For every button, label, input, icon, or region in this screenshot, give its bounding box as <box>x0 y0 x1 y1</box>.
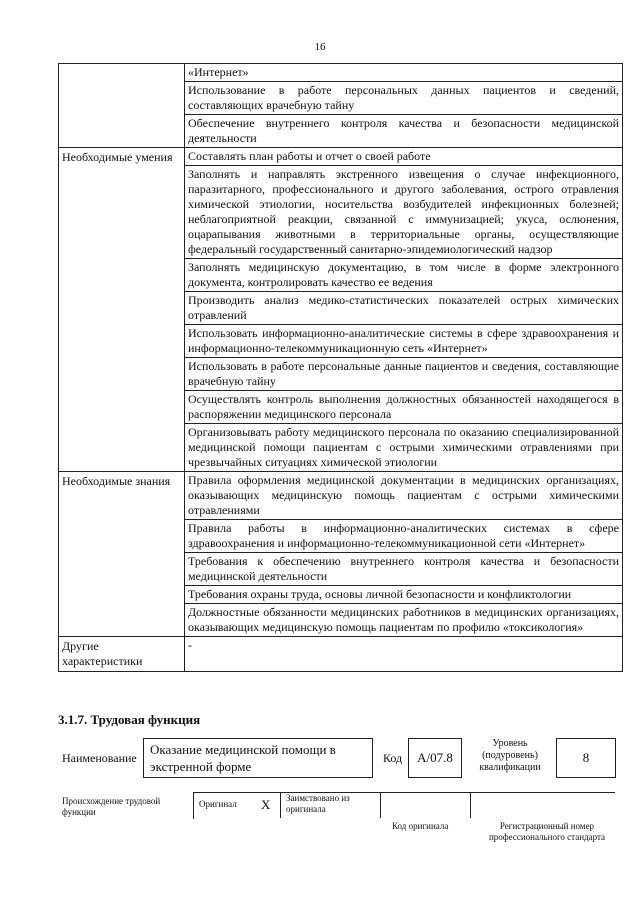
list-item: Требования охраны труда, основы личной безопасности и конфликтологии <box>185 586 622 604</box>
row-content <box>185 148 623 472</box>
name-value: Оказание медицинской помощи в экстренной форме <box>150 742 336 774</box>
list-item: Правила работы в информационно-аналитических системах в сфере здравоохранения и информационно-телекоммуникационной сети «Интернет» <box>185 520 622 553</box>
list-item: Использование в работе персональных данных пациентов и сведений, составляющих врачебную тайну <box>185 82 622 115</box>
row-label: Другие характеристики <box>59 637 185 672</box>
origin-divider-3 <box>470 792 471 818</box>
list-item: Заполнять медицинскую документацию, в том числе в форме электронного документа, контролировать качество ее ведения <box>185 259 622 292</box>
list-item: Требования к обеспечению внутреннего контроля качества и безопасности медицинской деятельности <box>185 553 622 586</box>
list-item: Использовать в работе персональные данные пациентов и сведения, составляющие врачебную тайну <box>185 358 622 391</box>
name-value-box <box>143 738 373 778</box>
origin-row <box>193 792 615 819</box>
row-label: Необходимые знания <box>59 472 185 637</box>
competency-table-body <box>59 64 623 672</box>
table-row <box>59 472 623 637</box>
row-content <box>185 472 623 637</box>
list-item: Правила оформления медицинской документации в медицинских организациях, оказывающих медицинскую помощь пациентам с острыми химическими отравлениями <box>185 472 622 520</box>
row-label: Необходимые умения <box>59 148 185 472</box>
section-title: 3.1.7. Трудовая функция <box>58 712 201 727</box>
code-value-box <box>408 738 462 778</box>
list-item: - <box>188 638 192 652</box>
list-item: Заполнять и направлять экстренного извещения о случае инфекционного, паразитарного, профессионального и другого заболевания, острого отравления химической этиологии, носительства возбудителей инфекционных болезней; неблагоприятной реакции, связанной с иммунизацией; укуса, ослюнения, оцарапывания животными в территориальные органы, осуществляющие федеральный государственный санитарно-эпидемиологический надзор <box>185 166 622 259</box>
origin-label: Происхождение трудовой функции <box>62 796 161 817</box>
row-content <box>185 64 623 148</box>
list-item: Обеспечение внутреннего контроля качества и безопасности медицинской деятельности <box>188 116 619 145</box>
original-mark: X <box>261 797 271 812</box>
list-item: Производить анализ медико-статистических показателей острых химических отравлений <box>185 292 622 325</box>
page-number: 16 <box>314 41 326 53</box>
row-content <box>185 637 623 672</box>
list-item: «Интернет» <box>185 64 622 82</box>
list-item: Должностные обязанности медицинских работников в медицинских организациях, оказывающих медицинскую помощь пациентам по профилю «токсикология» <box>188 605 619 634</box>
level-value-box <box>556 738 616 778</box>
row-label <box>59 64 185 148</box>
table-row <box>59 64 623 148</box>
code-label: Код <box>383 751 403 765</box>
origin-code-label: Код оригинала <box>392 821 449 831</box>
table-row <box>59 637 623 672</box>
name-label: Наименование <box>62 751 137 765</box>
list-item: Организовывать работу медицинского персонала по оказанию специализированной медицинской помощи пациентам с острыми химическими отравлениями при чрезвычайных ситуациях химической этиологии <box>188 425 619 469</box>
list-item: Использовать информационно-аналитические системы в сфере здравоохранения и информационно-телекоммуникационную сеть «Интернет» <box>185 325 622 358</box>
reg-number-label: Регистрационный номер профессионального стандарта <box>488 821 606 842</box>
code-value: А/07.8 <box>417 750 453 765</box>
origin-divider-2 <box>380 792 381 818</box>
list-item: Составлять план работы и отчет о своей работе <box>185 148 622 166</box>
level-label: Уровень (подуровень) квалификации <box>479 738 541 773</box>
level-value: 8 <box>582 750 590 765</box>
table-row <box>59 148 623 472</box>
list-item: Осуществлять контроль выполнения должностных обязанностей находящегося в распоряжении медицинского персонала <box>185 391 622 424</box>
borrowed-label: Заимствовано из оригинала <box>286 793 350 814</box>
original-label: Оригинал <box>199 799 237 809</box>
origin-divider-1 <box>280 792 281 818</box>
competency-table <box>58 63 623 672</box>
